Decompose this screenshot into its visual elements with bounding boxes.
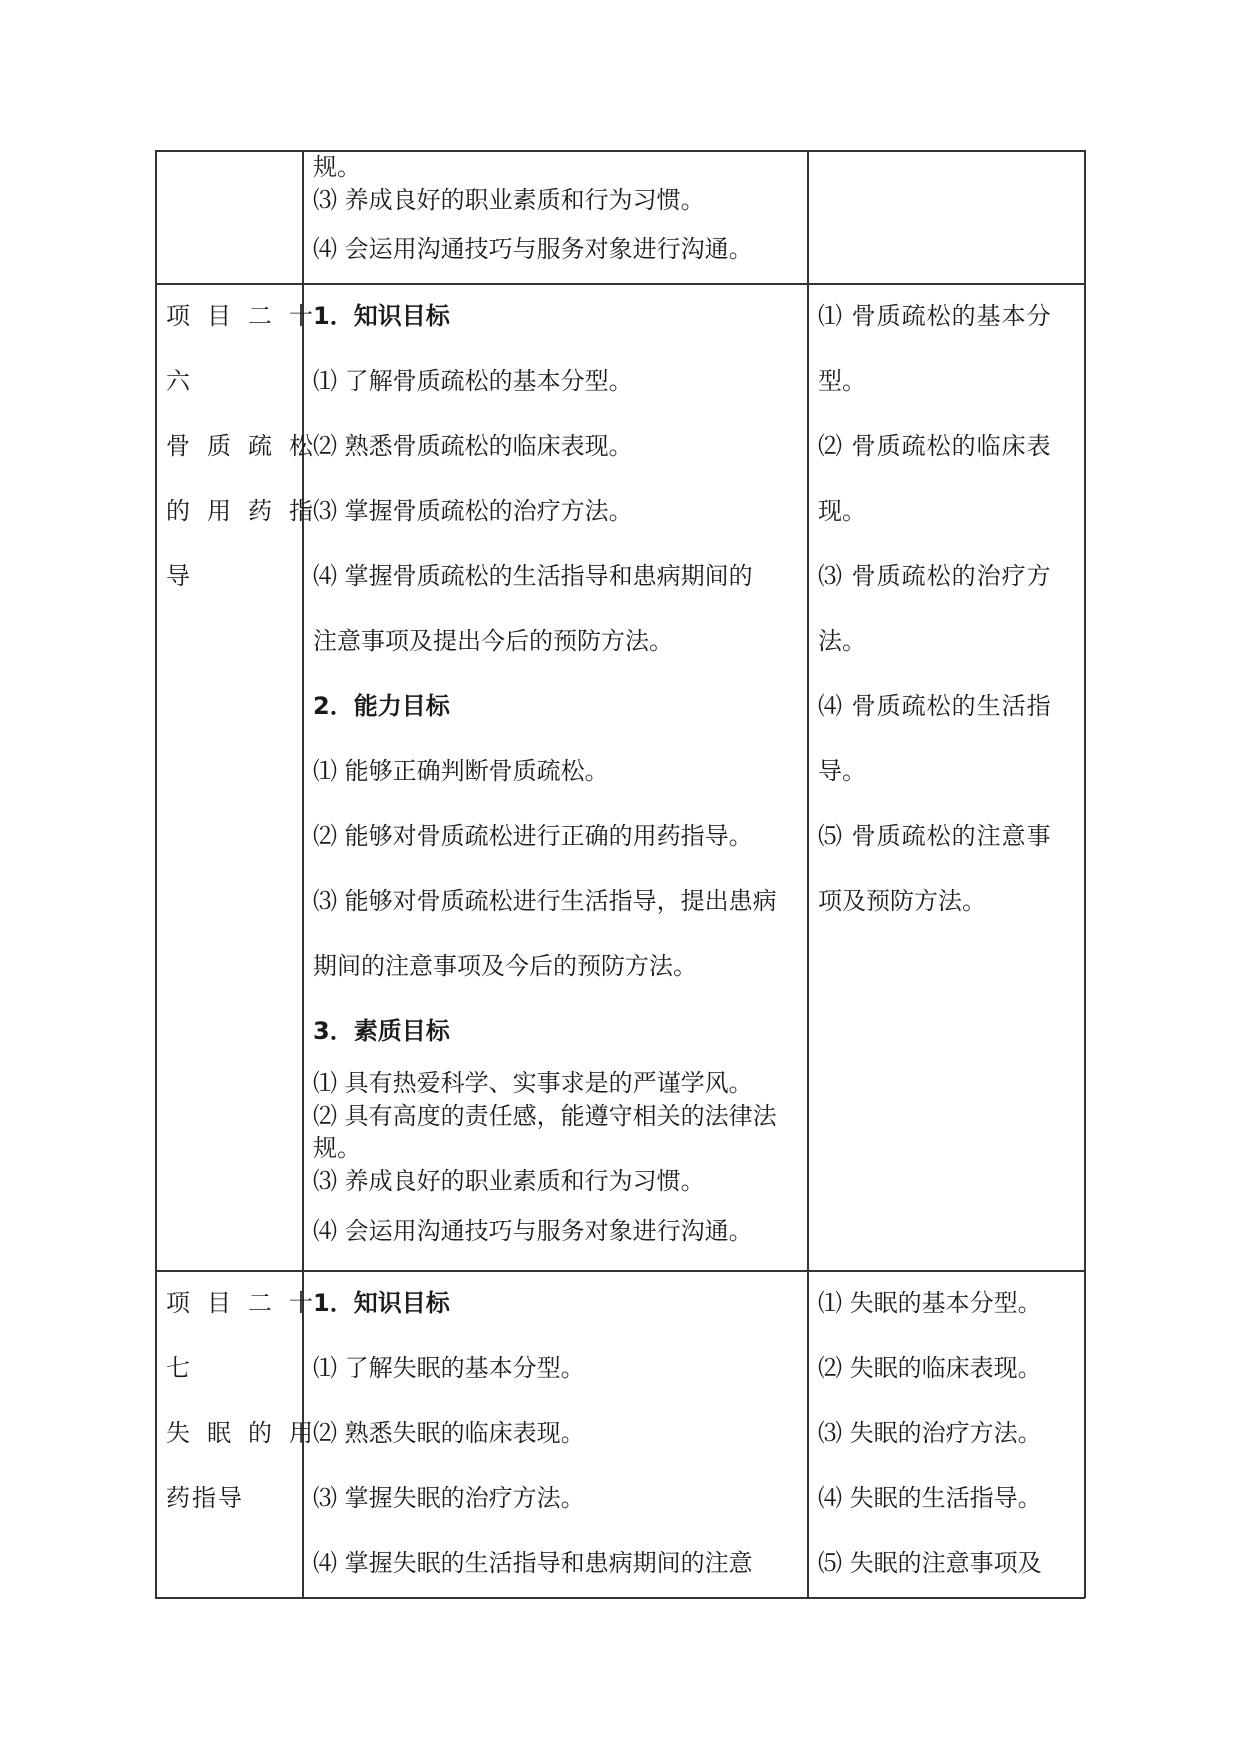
content-line: ⑸ 骨质疏松的注意事 — [818, 822, 1052, 850]
row-divider — [155, 1270, 1085, 1272]
content-line: ⑸ 失眠的注意事项及 — [818, 1549, 1042, 1577]
objective-line: ⑷ 会运用沟通技巧与服务对象进行沟通。 — [313, 1217, 753, 1245]
objective-line: 期间的注意事项及今后的预防方法。 — [313, 952, 697, 980]
content-line: ⑴ 骨质疏松的基本分 — [818, 302, 1052, 330]
content-line: ⑷ 失眠的生活指导。 — [818, 1484, 1042, 1512]
objective-line: ⑴ 具有热爱科学、实事求是的严谨学风。 — [313, 1069, 753, 1097]
content-line: 导。 — [818, 757, 866, 785]
objective-line: ⑶ 养成良好的职业素质和行为习惯。 — [313, 1167, 705, 1195]
row-divider — [155, 283, 1085, 285]
section-heading: 1．知识目标 — [313, 302, 450, 330]
content-line: ⑵ 骨质疏松的临床表 — [818, 432, 1052, 460]
content-line: ⑴ 失眠的基本分型。 — [818, 1289, 1042, 1317]
content-line: ⑵ 失眠的临床表现。 — [818, 1354, 1042, 1382]
objective-line: ⑶ 掌握骨质疏松的治疗方法。 — [313, 497, 633, 525]
objective-line: ⑵ 熟悉失眠的临床表现。 — [313, 1419, 585, 1447]
row1-objectives-cell — [313, 150, 803, 283]
content-line: ⑶ 骨质疏松的治疗方 — [818, 562, 1052, 590]
objective-line: ⑷ 掌握失眠的生活指导和患病期间的注意 — [313, 1549, 753, 1577]
content-line: ⑷ 骨质疏松的生活指 — [818, 692, 1052, 720]
objective-line: 规。 — [313, 153, 361, 181]
content-line: 型。 — [818, 367, 866, 395]
objective-line: ⑴ 了解失眠的基本分型。 — [313, 1354, 585, 1382]
objective-line: ⑵ 熟悉骨质疏松的临床表现。 — [313, 432, 633, 460]
objective-line: ⑵ 具有高度的责任感，能遵守相关的法律法 — [313, 1102, 777, 1130]
column-divider — [807, 150, 809, 1598]
objective-line: ⑶ 养成良好的职业素质和行为习惯。 — [313, 186, 705, 214]
project-line: 药指导 — [166, 1484, 244, 1512]
content-line: 项及预防方法。 — [818, 887, 986, 915]
section-heading: 3．素质目标 — [313, 1017, 450, 1045]
section-heading: 2．能力目标 — [313, 692, 450, 720]
project-line: 失眠的用 — [166, 1419, 330, 1447]
project-line: 项目二十 — [166, 302, 330, 330]
table-left-border — [155, 150, 157, 1598]
project-line: 六 — [166, 367, 207, 395]
table-bottom-border — [155, 1597, 1085, 1599]
project-line: 的用药指 — [166, 497, 330, 525]
objective-line: ⑵ 能够对骨质疏松进行正确的用药指导。 — [313, 822, 753, 850]
content-line: ⑶ 失眠的治疗方法。 — [818, 1419, 1042, 1447]
column-divider — [302, 150, 304, 1598]
project-line: 骨质疏松 — [166, 432, 330, 460]
project-line: 七 — [166, 1354, 207, 1382]
project-line: 项目二十 — [166, 1289, 330, 1317]
project-line: 导 — [166, 562, 207, 590]
objective-line: ⑶ 能够对骨质疏松进行生活指导，提出患病 — [313, 887, 777, 915]
objective-line: ⑷ 会运用沟通技巧与服务对象进行沟通。 — [313, 235, 753, 263]
section-heading: 1．知识目标 — [313, 1289, 450, 1317]
objective-line: 注意事项及提出今后的预防方法。 — [313, 627, 673, 655]
objective-line: 规。 — [313, 1134, 361, 1162]
content-line: 法。 — [818, 627, 866, 655]
objective-line: ⑴ 能够正确判断骨质疏松。 — [313, 757, 609, 785]
content-line: 现。 — [818, 497, 866, 525]
objective-line: ⑴ 了解骨质疏松的基本分型。 — [313, 367, 633, 395]
table-right-border — [1084, 150, 1086, 1598]
objective-line: ⑷ 掌握骨质疏松的生活指导和患病期间的 — [313, 562, 753, 590]
objective-line: ⑶ 掌握失眠的治疗方法。 — [313, 1484, 585, 1512]
